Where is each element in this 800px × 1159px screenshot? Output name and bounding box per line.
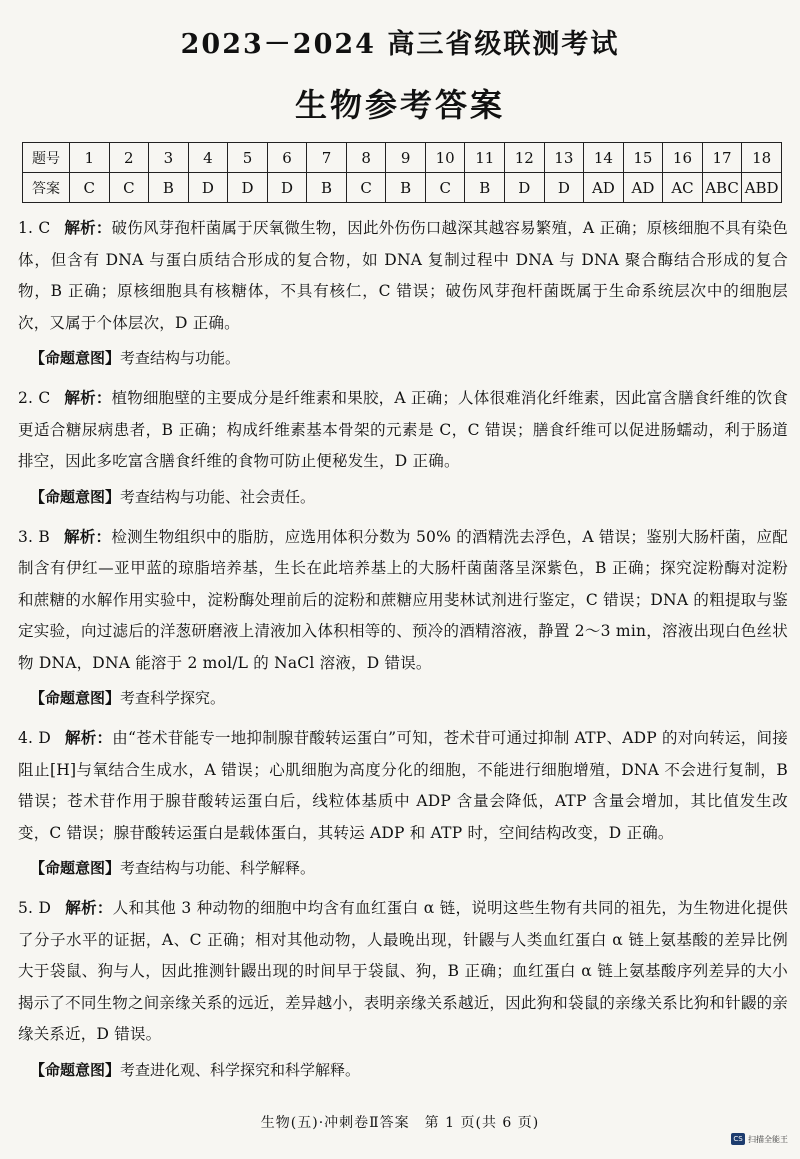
answer-number: 4. D [18, 729, 51, 747]
answer-cell: AD [623, 173, 663, 203]
question-number-cell: 7 [307, 143, 347, 173]
intent-text: 考查科学探究。 [120, 689, 226, 707]
question-number-cell: 4 [188, 143, 228, 173]
question-number-cell: 10 [425, 143, 465, 173]
answer-cell: ABC [702, 173, 742, 203]
question-number-cell: 5 [228, 143, 268, 173]
intent-text: 考查结构与功能、社会责任。 [120, 487, 316, 506]
answer-cell: C [70, 173, 110, 203]
intent-tag: 【命题意图】 [30, 689, 121, 707]
question-number-cell: 9 [386, 143, 426, 173]
answer-cell: AD [584, 173, 624, 203]
answer-cell: C [109, 173, 149, 203]
explanation-item [18, 892, 788, 1051]
answer-cell: B [307, 173, 347, 203]
answer-cell: D [267, 173, 307, 203]
explanation-item [18, 722, 788, 849]
explanations [18, 212, 788, 1094]
explanation-item [18, 212, 788, 339]
explanation-item [18, 382, 788, 478]
question-number-cell: 2 [109, 143, 149, 173]
intent-text: 考查结构与功能。 [120, 349, 241, 367]
analysis-label: 解析： [65, 898, 113, 917]
question-number-cell: 16 [663, 143, 703, 173]
intent-tag: 【命题意图】 [30, 1060, 121, 1079]
answer-cell: C [425, 173, 465, 203]
answer-number: 1. C [18, 219, 51, 237]
analysis-text: 由“苍术苷能专一地抑制腺苷酸转运蛋白”可知，苍术苷可通过抑制 ATP、ADP 的对向转运，间接阻止[H]与氧结合生成水，A 错误；心肌细胞为高度分化的细胞，不能进行细胞增殖，DNA 不会进行复制，B 错误；苍术苷作用于腺苷酸转运蛋白后，线粒体基质中 ADP 含量会降低，ATP 含量会增加，其比值发生改变，C 错误；腺苷酸转运蛋白是载体蛋白，其转运 ADP 和 ATP 时，空间结构改变，D 正确。 [18, 729, 788, 842]
question-number-cell: 17 [702, 143, 742, 173]
question-number-cell: 14 [584, 143, 624, 173]
question-number-cell: 1 [70, 143, 110, 173]
answer-cell: D [505, 173, 545, 203]
analysis-text: 人和其他 3 种动物的细胞中均含有血红蛋白 α 链，说明这些生物有共同的祖先，为生物进化提供了分子水平的证据，A、C 正确；相对其他动物，人最晚出现，针鼹与人类血红蛋白 α 链上氨基酸的差异比例大于袋鼠、狗与人，因此推测针鼹出现的时间早于袋鼠、狗，B 正确；血红蛋白 α 链上氨基酸序列差异的大小揭示了不同生物之间亲缘关系的远近，差异越小，表明亲缘关系越近，因此狗和袋鼠的亲缘关系比狗和针鼹的亲缘关系近，D 错误。 [18, 899, 788, 1043]
answer-cell: B [386, 173, 426, 203]
question-number-cell: 3 [149, 143, 189, 173]
page-footer: 生物(五)·冲刺卷Ⅱ答案 第 1 页(共 6 页) [260, 1115, 540, 1131]
exam-title: 2023－2024 高三省级联测考试 [180, 29, 620, 60]
question-number-cell: 15 [623, 143, 663, 173]
question-number-cell: 18 [742, 143, 782, 173]
intent-note [30, 683, 788, 714]
analysis-label: 解析： [65, 728, 113, 747]
question-number-cell: 8 [346, 143, 386, 173]
answer-number: 5. D [18, 899, 52, 917]
answer-cell: D [188, 173, 228, 203]
answer-header: 答案 [23, 173, 70, 203]
answer-table [22, 142, 782, 203]
analysis-label: 解析： [64, 388, 112, 407]
answer-cell: C [346, 173, 386, 203]
explanation-item [18, 521, 788, 680]
answer-cell: B [149, 173, 189, 203]
analysis-label: 解析： [63, 526, 112, 546]
answer-number: 2. C [18, 389, 51, 407]
question-number-cell: 13 [544, 143, 584, 173]
scanner-watermark-text: 扫描全能王 [748, 1134, 788, 1144]
scanner-logo-icon: CS [731, 1133, 745, 1145]
intent-tag: 【命题意图】 [30, 487, 121, 506]
analysis-text: 破伤风芽孢杆菌属于厌氧微生物，因此外伤伤口越深其越容易繁殖，A 正确；原核细胞不具有染色体，但含有 DNA 与蛋白质结合形成的复合物，如 DNA 复制过程中 DNA 与 DNA 聚合酶结合形成的复合物，B 正确；原核细胞具有核糖体，不具有核仁，C 错误；破伤风芽孢杆菌既属于生命系统层次中的细胞层次，又属于个体层次，D 正确。 [18, 219, 788, 332]
question-number-cell: 6 [267, 143, 307, 173]
intent-note [30, 853, 788, 884]
intent-note [30, 343, 788, 374]
answer-cell: D [544, 173, 584, 203]
intent-tag: 【命题意图】 [30, 859, 121, 877]
intent-text: 考查进化观、科学探究和科学解释。 [120, 1060, 361, 1079]
question-number-cell: 12 [505, 143, 545, 173]
intent-note [30, 482, 788, 513]
intent-text: 考查结构与功能、科学解释。 [120, 859, 316, 877]
answer-cell: ABD [742, 173, 782, 203]
answer-row [23, 173, 782, 203]
analysis-label: 解析： [64, 218, 112, 237]
scanner-watermark [731, 1133, 788, 1145]
answer-key-title: 生物参考答案 [294, 86, 505, 124]
question-number-row [23, 143, 782, 173]
answer-cell: AC [663, 173, 703, 203]
intent-note [30, 1055, 788, 1086]
answer-cell: B [465, 173, 505, 203]
analysis-text: 植物细胞壁的主要成分是纤维素和果胶，A 正确；人体很难消化纤维素，因此富含膳食纤维的饮食更适合糖尿病患者，B 正确；构成纤维素基本骨架的元素是 C，C 错误；膳食纤维可以促进肠蠕动，利于肠道排空，因此多吃富含膳食纤维的食物可防止便秘发生，D 正确。 [18, 389, 788, 470]
question-number-cell: 11 [465, 143, 505, 173]
intent-tag: 【命题意图】 [30, 349, 121, 367]
analysis-text: 检测生物组织中的脂肪，应选用体积分数为 50% 的酒精洗去浮色，A 错误；鉴别大肠杆菌，应配制含有伊红—亚甲蓝的琼脂培养基，生长在此培养基上的大肠杆菌菌落呈深紫色，B 正确；探究淀粉酶对淀粉和蔗糖的水解作用实验中，淀粉酶处理前后的淀粉和蔗糖应用斐林试剂进行鉴定，C 错误；DNA 的粗提取与鉴定实验，向过滤后的洋葱研磨液上清液加入体积相等的、预冷的酒精溶液，静置 2～3 min，溶液出现白色丝状物 DNA，DNA 能溶于 2 mol/L 的 NaCl 溶液，D 错误。 [18, 527, 788, 672]
question-number-header: 题号 [23, 143, 70, 173]
answer-number: 3. B [18, 527, 50, 546]
answer-cell: D [228, 173, 268, 203]
